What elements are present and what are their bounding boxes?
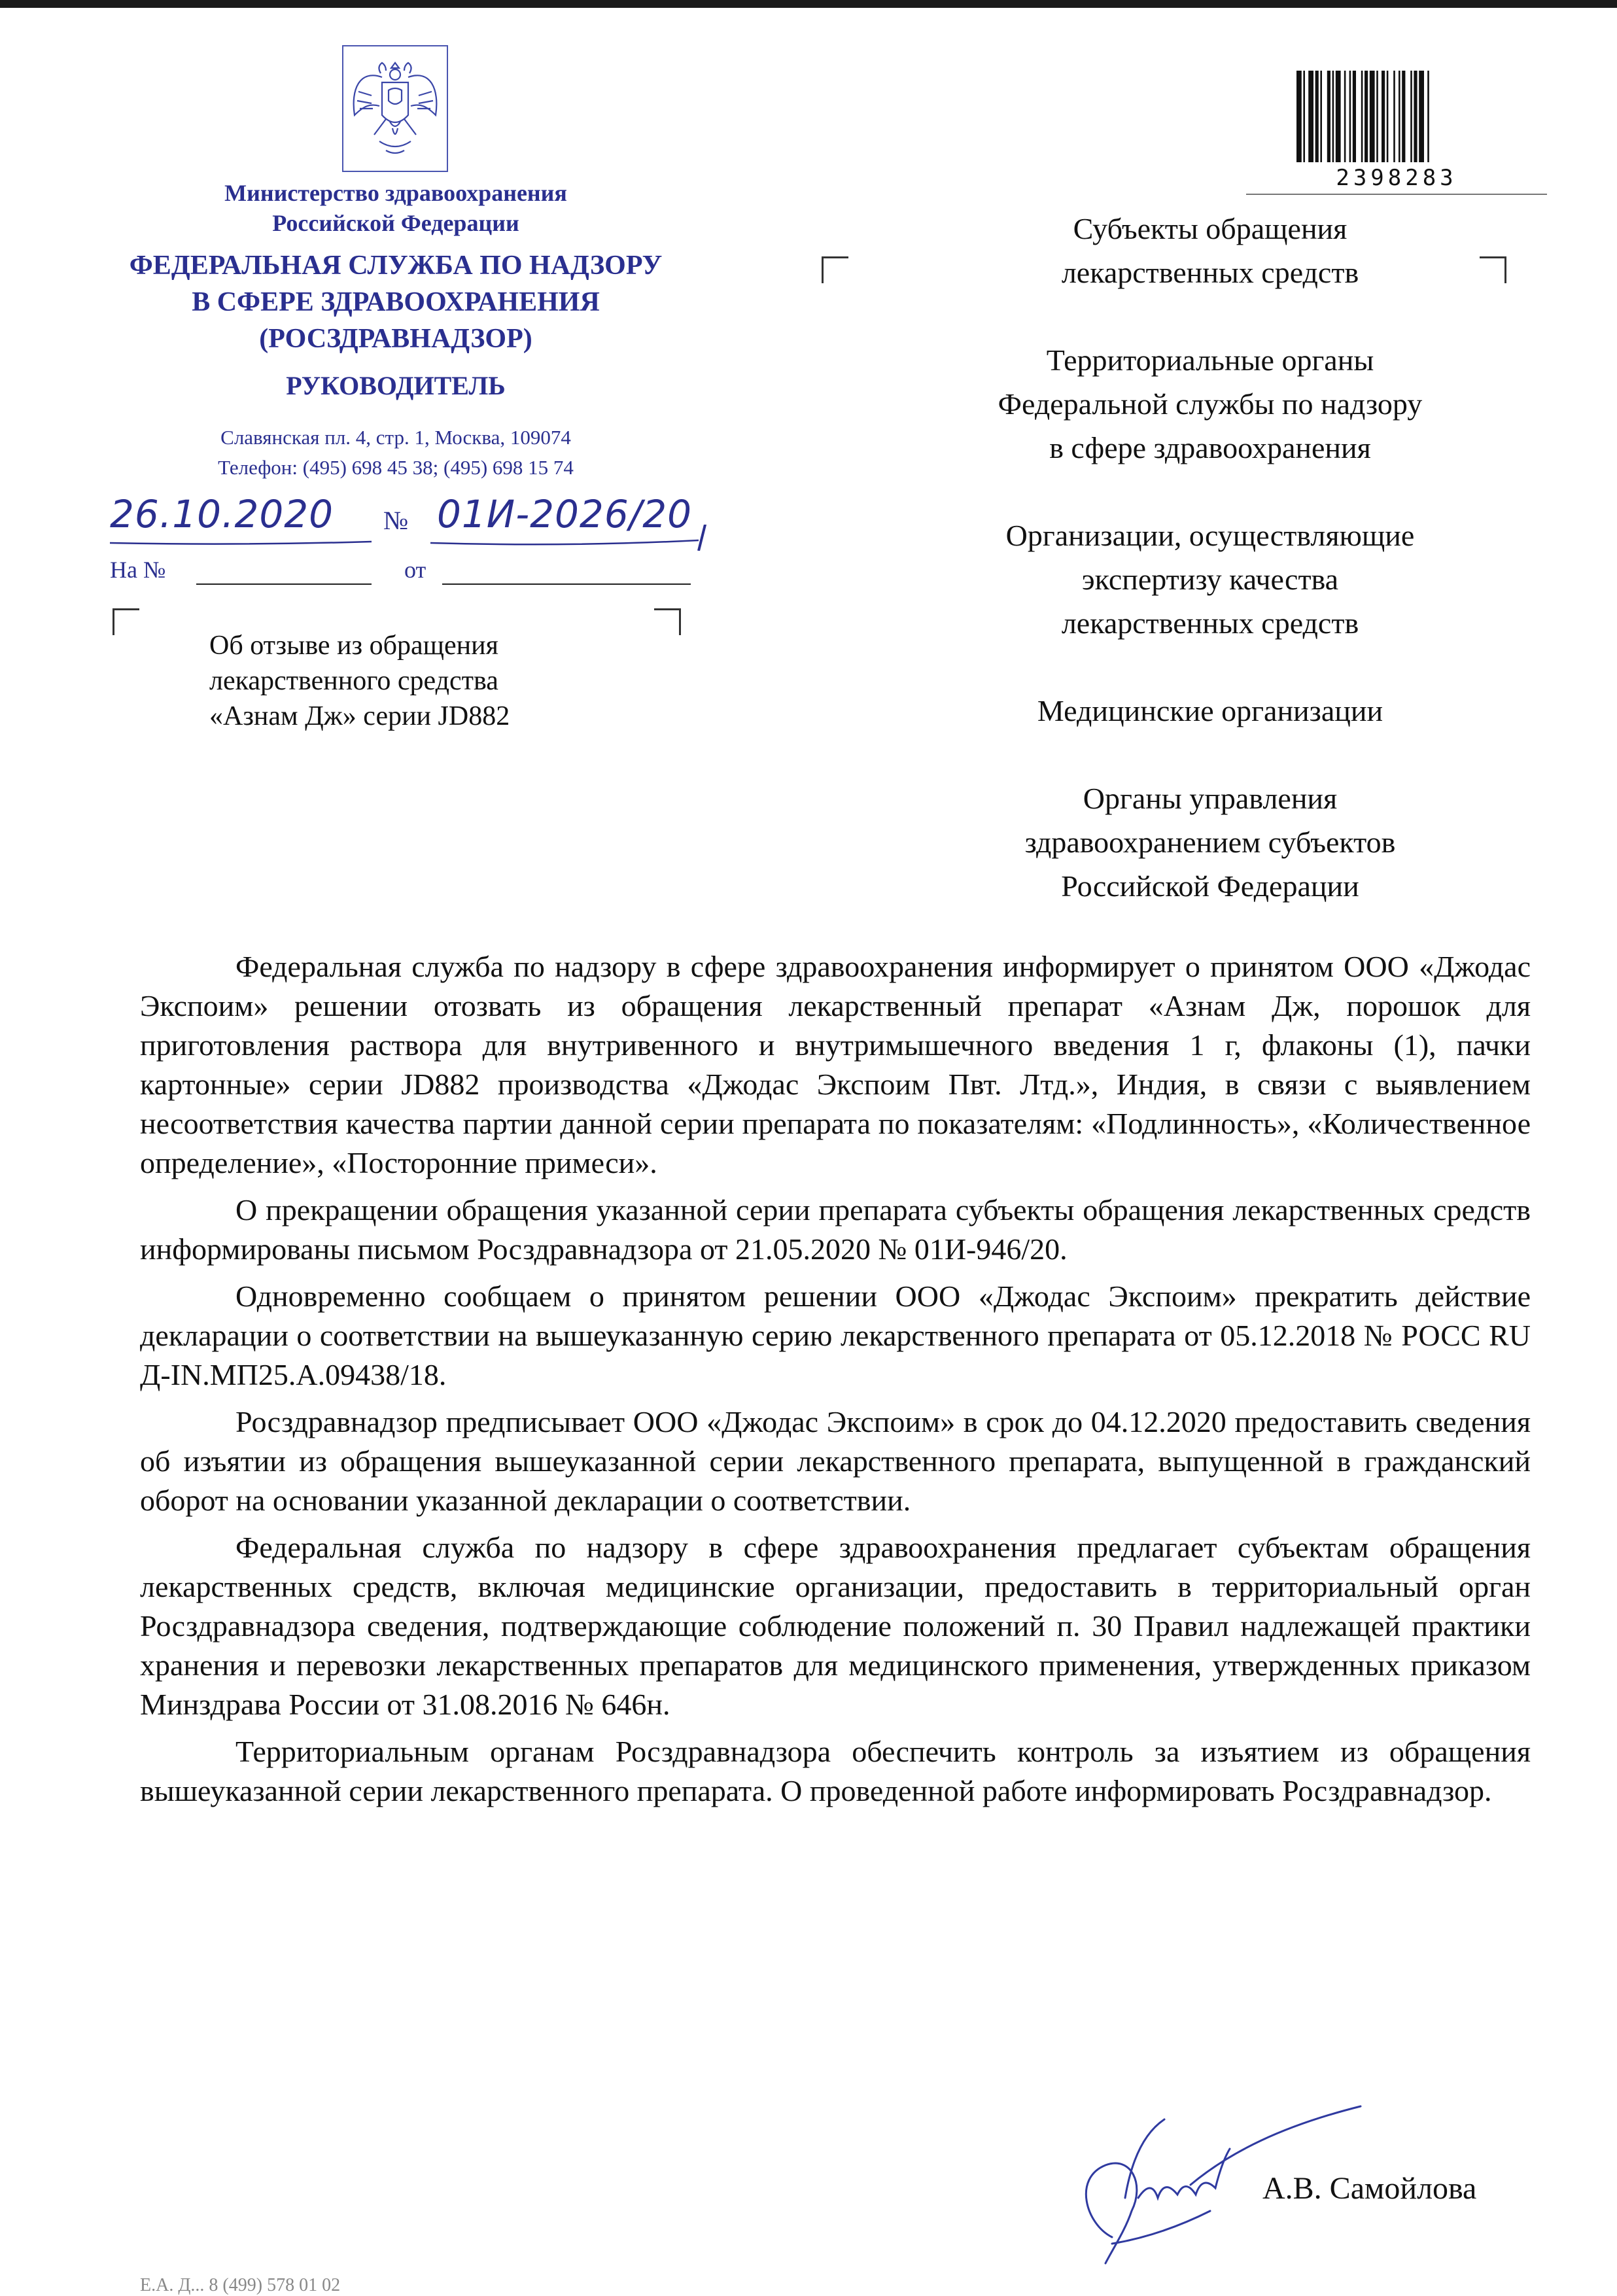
barcode-rule — [1246, 194, 1547, 195]
subject-line: Об отзыве из обращения — [209, 631, 498, 661]
barcode-bar — [1361, 71, 1363, 162]
addressee-list — [850, 207, 1570, 952]
address-line: Славянская пл. 4, стр. 1, Москва, 109074 — [220, 426, 571, 449]
address-block — [98, 423, 693, 483]
barcode-bar — [1308, 71, 1313, 162]
addressee-line: лекарственных средств — [1061, 606, 1359, 640]
body-paragraph: Росздравнадзор предписывает ООО «Джодас Экспоим» в срок до 04.12.2020 предоставить сведения об изъятии из обращения вышеуказанной серии лекарственного препарата, выпущенной в гражданский оборот на основании указанной декларации о соответствии. — [140, 1405, 1531, 1517]
service-name — [85, 247, 706, 357]
addressee-bracket-left — [822, 256, 848, 283]
head-title: РУКОВОДИТЕЛЬ — [286, 371, 506, 400]
service-line: ФЕДЕРАЛЬНАЯ СЛУЖБА ПО НАДЗОРУ — [129, 251, 663, 281]
barcode-number: 2398283 — [1336, 165, 1457, 191]
addressee-line: Организации, осуществляющие — [1005, 519, 1415, 552]
service-line: (РОСЗДРАВНАДЗОР) — [259, 324, 532, 354]
body-paragraph: Территориальным органам Росздравнадзора обеспечить контроль за изъятием из обращения вышеуказанной серии лекарственного препарата. О проведенной работе информировать Росздравнадзор. — [140, 1735, 1531, 1807]
addressee-group — [850, 513, 1570, 645]
addressee-group — [850, 338, 1570, 470]
barcode-bar — [1419, 71, 1424, 162]
addressee-line: Российской Федерации — [1061, 869, 1359, 903]
barcode-bar — [1376, 71, 1378, 162]
barcode-bar — [1320, 71, 1322, 162]
letter-body — [140, 947, 1531, 1818]
letter-subject — [209, 628, 667, 734]
barcode-bar — [1332, 71, 1334, 162]
barcode-bar — [1414, 71, 1417, 162]
addressee-line: Субъекты обращения — [1073, 212, 1348, 245]
barcode-bar — [1344, 71, 1346, 162]
barcode-bar — [1410, 71, 1412, 162]
body-paragraph: О прекращении обращения указанной серии препарата субъекты обращения лекарственных средств информированы письмом Росздравнадзора от 21.05.2020 № 01И-946/20. — [140, 1193, 1531, 1266]
barcode-bar — [1382, 71, 1385, 162]
barcode-bar — [1327, 71, 1330, 162]
barcode-bar — [1353, 71, 1356, 162]
ref-from-blank — [442, 583, 691, 585]
executor-footer: Е.А. Д... 8 (499) 578 01 02 — [140, 2275, 341, 2295]
barcode-bar — [1370, 71, 1375, 162]
scan-edge — [0, 0, 1617, 8]
barcode-bar — [1296, 71, 1302, 162]
ref-no-label: На № — [110, 557, 166, 583]
barcode-bar — [1315, 71, 1319, 162]
addressee-line: экспертизу качества — [1081, 563, 1339, 596]
signer-name: А.В. Самойлова — [1262, 2171, 1477, 2206]
subject-line: лекарственного средства — [209, 666, 498, 696]
addressee-line: Федеральной службы по надзору — [998, 387, 1423, 421]
service-line: В СФЕРЕ ЗДРАВООХРАНЕНИЯ — [192, 287, 600, 317]
subject-bracket-left — [113, 608, 139, 635]
addressee-line: Территориальные органы — [1046, 343, 1374, 377]
addressee-line: в сфере здравоохранения — [1049, 431, 1371, 464]
registration-line — [110, 492, 810, 551]
barcode-bar — [1349, 71, 1351, 162]
ministry-name — [124, 178, 667, 238]
barcode-bar — [1303, 71, 1305, 162]
body-paragraph: Одновременно сообщаем о принятом решении ООО «Джодас Экспоим» прекратить действие декларации о соответствии на вышеуказанную серию лекарственного препарата от 05.12.2018 № РОСС RU Д-IN.МП25.А.09438/18. — [140, 1279, 1531, 1391]
reference-line — [110, 556, 699, 589]
registration-number: 01И-2026/20 — [437, 492, 693, 536]
barcode-bar — [1427, 71, 1429, 162]
barcode-bar — [1387, 71, 1389, 162]
registration-date: 26.10.2020 — [110, 492, 334, 536]
barcode-bar — [1393, 71, 1395, 162]
barcode-bar — [1336, 71, 1341, 162]
addressee-line: здравоохранением субъектов — [1024, 826, 1396, 859]
subject-line: «Азнам Дж» серии JD882 — [209, 701, 510, 731]
addressee-line: лекарственных средств — [1061, 256, 1359, 289]
address-line: Телефон: (495) 698 45 38; (495) 698 15 74 — [218, 456, 574, 479]
barcode-bar — [1399, 71, 1400, 162]
addressee-group — [850, 207, 1570, 294]
barcode-icon — [1295, 71, 1498, 162]
body-paragraph: Федеральная служба по надзору в сфере здравоохранения предлагает субъектам обращения лекарственных средств, включая медицинские организации, предоставить в территориальный орган Росздравнадзора сведения, подтверждающие соблюдение положений п. 30 Правил надлежащей практики хранения и перевозки лекарственных препаратов для медицинского применения, утвержденных приказом Минздрава России от 31.08.2016 № 646н. — [140, 1531, 1531, 1721]
emblem-icon — [340, 43, 450, 174]
registration-no-sign: № — [383, 506, 409, 535]
barcode-bar — [1365, 71, 1368, 162]
body-paragraph: Федеральная служба по надзору в сфере здравоохранения информирует о принятом ООО «Джодас Экспоим» решении отозвать из обращения лекарственный препарат «Азнам Дж, порошок для приготовления раствора для внутривенного и внутримышечного введения 1 г, флаконы (1), пачки картонные» серии JD882 производства «Джодас Экспоим Пвт. Лтд.», Индия, в связи с выявлением несоответствия качества партии данной серии препарата по показателям: «Подлинность», «Количественное определение», «Посторонние примеси». — [140, 950, 1531, 1179]
ref-from-label: от — [404, 557, 426, 583]
addressee-group — [850, 689, 1570, 733]
addressee-group — [850, 776, 1570, 908]
barcode-bar — [1402, 71, 1405, 162]
addressee-line: Органы управления — [1083, 782, 1338, 815]
ref-no-blank — [196, 583, 372, 585]
ministry-line: Министерство здравоохранения — [224, 180, 567, 206]
ministry-line: Российской Федерации — [272, 210, 519, 236]
addressee-line: Медицинские организации — [1037, 694, 1383, 727]
handwritten-underline-icon — [110, 525, 803, 551]
